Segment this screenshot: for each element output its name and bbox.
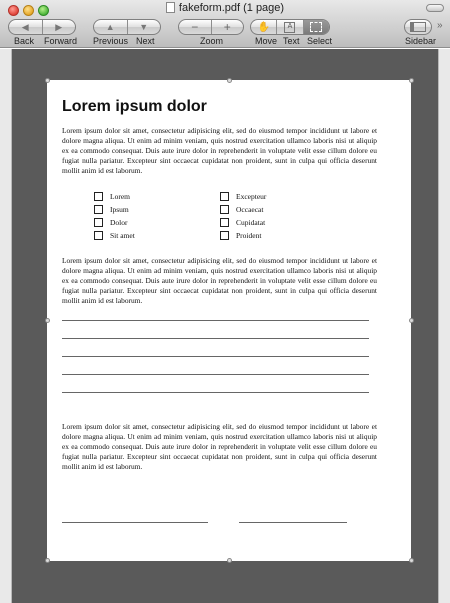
paragraph-3: Lorem ipsum dolor sit amet, consectetur adipisicing elit, sed do eiusmod tempor incididunt ut labore et dolore magna aliqua. Ut enim ad minim veniam, quis nostrud exercitation ullamco laboris nisi ut aliquip ex ea commodo consequat. Duis aute irure dolor in reprehenderit in voluptate velit esse cillum dolore eu fugiat nulla pariatur. Excepteur sint occaecat cupidatat non proident, sunt in culpa qui officia deserunt mollit anim id est laborum. xyxy=(62,422,377,471)
checkbox-label: Sit amet xyxy=(110,230,135,240)
forward-label: Forward xyxy=(44,36,78,46)
fill-in-line[interactable] xyxy=(62,356,369,357)
text-tool-button[interactable] xyxy=(276,20,302,34)
toolbar-toggle-button[interactable] xyxy=(426,4,444,12)
select-tool-button[interactable] xyxy=(303,20,329,34)
checkbox-box[interactable] xyxy=(94,218,103,227)
checkbox-sit-amet[interactable] xyxy=(94,230,135,240)
up-arrow-icon: ▲ xyxy=(105,22,115,32)
next-page-button[interactable] xyxy=(127,20,161,34)
checkbox-label: Excepteur xyxy=(236,191,267,201)
checkbox-excepteur[interactable] xyxy=(220,191,266,201)
checkbox-label: Proident xyxy=(236,230,262,240)
paragraph-2: Lorem ipsum dolor sit amet, consectetur adipisicing elit, sed do eiusmod tempor incididunt ut labore et dolore magna aliqua. Ut enim ad minim veniam, quis nostrud exercitation ullamco laboris nisi ut aliquip ex ea commodo consequat. Duis aute irure dolor in reprehenderit in voluptate velit esse cillum dolore eu fugiat nulla pariatur. Excepteur sint occaecat cupidatat non proident, sunt in culpa qui officia deserunt mollit anim id est laborum. xyxy=(62,256,377,305)
tool-mode-control xyxy=(250,19,330,35)
selection-handle-top-left[interactable] xyxy=(45,78,50,83)
sidebar-label: Sidebar xyxy=(405,36,437,46)
sidebar-toggle-control xyxy=(404,19,432,35)
checkbox-ipsum[interactable] xyxy=(94,204,129,214)
selection-handle-bottom-left[interactable] xyxy=(45,558,50,563)
checkbox-occaecat[interactable] xyxy=(220,204,263,214)
checkbox-box[interactable] xyxy=(94,205,103,214)
pdf-page[interactable] xyxy=(47,80,411,561)
checkbox-label: Occaecat xyxy=(236,204,264,214)
checkbox-box[interactable] xyxy=(220,231,229,240)
zoom-control xyxy=(178,19,244,35)
date-line[interactable] xyxy=(239,522,347,523)
checkbox-lorem[interactable] xyxy=(94,191,130,201)
back-button[interactable] xyxy=(9,20,42,34)
page-heading: Lorem ipsum dolor xyxy=(62,98,207,115)
selection-handle-top-center[interactable] xyxy=(227,78,232,83)
back-arrow-icon: ◀ xyxy=(21,21,29,32)
select-label: Select xyxy=(307,36,333,46)
hand-icon: ✋ xyxy=(257,21,270,33)
checkbox-box[interactable] xyxy=(94,192,103,201)
checkbox-cupidatat[interactable] xyxy=(220,217,265,227)
left-window-border xyxy=(0,49,12,603)
checkbox-label: Cupidatat xyxy=(236,217,266,227)
zoom-in-button[interactable] xyxy=(211,20,244,34)
minus-icon: − xyxy=(191,20,199,34)
window-title-bar xyxy=(0,2,450,14)
window-title: fakeform.pdf (1 page) xyxy=(178,2,285,14)
previous-label: Previous xyxy=(93,36,129,46)
back-forward-control xyxy=(8,19,76,35)
text-label: Text xyxy=(283,36,300,46)
back-label: Back xyxy=(14,36,35,46)
checkbox-box[interactable] xyxy=(220,218,229,227)
checkbox-label: Dolor xyxy=(110,217,128,227)
selection-handle-middle-left[interactable] xyxy=(45,318,50,323)
right-window-border xyxy=(438,49,450,603)
window-toolbar xyxy=(0,0,450,48)
plus-icon: + xyxy=(223,20,231,34)
checkbox-box[interactable] xyxy=(94,231,103,240)
sidebar-icon xyxy=(410,22,426,32)
text-cursor-icon: A xyxy=(284,22,295,33)
pdf-document-icon xyxy=(166,2,175,13)
paragraph-1: Lorem ipsum dolor sit amet, consectetur adipisicing elit, sed do eiusmod tempor incididunt ut labore et dolore magna aliqua. Ut enim ad minim veniam, quis nostrud exercitation ullamco laboris nisi ut aliquip ex ea commodo consequat. Duis aute irure dolor in reprehenderit in voluptate velit esse cillum dolore eu fugiat nulla pariatur. Excepteur sint occaecat cupidatat non proident, sunt in culpa qui officia deserunt mollit anim id est laborum. xyxy=(62,126,377,175)
checkbox-box[interactable] xyxy=(220,192,229,201)
fill-in-line[interactable] xyxy=(62,374,369,375)
fill-in-line[interactable] xyxy=(62,338,369,339)
selection-handle-top-right[interactable] xyxy=(409,78,414,83)
checkbox-dolor[interactable] xyxy=(94,217,128,227)
checkbox-proident[interactable] xyxy=(220,230,261,240)
page-navigation-control xyxy=(93,19,161,35)
checkbox-box[interactable] xyxy=(220,205,229,214)
signature-line[interactable] xyxy=(62,522,208,523)
sidebar-button[interactable] xyxy=(405,20,431,34)
zoom-label: Zoom xyxy=(200,36,224,46)
checkbox-label: Lorem xyxy=(110,191,130,201)
forward-button[interactable] xyxy=(42,20,76,34)
forward-arrow-icon: ▶ xyxy=(55,21,63,32)
overflow-chevron-icon[interactable]: » xyxy=(437,20,443,31)
move-label: Move xyxy=(255,36,278,46)
previous-page-button[interactable] xyxy=(94,20,127,34)
next-label: Next xyxy=(136,36,155,46)
move-tool-button[interactable] xyxy=(251,20,276,34)
selection-handle-middle-right[interactable] xyxy=(409,318,414,323)
fill-in-line[interactable] xyxy=(62,392,369,393)
down-arrow-icon: ▼ xyxy=(139,22,149,32)
zoom-out-button[interactable] xyxy=(179,20,211,34)
selection-handle-bottom-right[interactable] xyxy=(409,558,414,563)
selection-handle-bottom-center[interactable] xyxy=(227,558,232,563)
checkbox-label: Ipsum xyxy=(110,204,129,214)
marquee-select-icon xyxy=(310,22,322,32)
fill-in-line[interactable] xyxy=(62,320,369,321)
